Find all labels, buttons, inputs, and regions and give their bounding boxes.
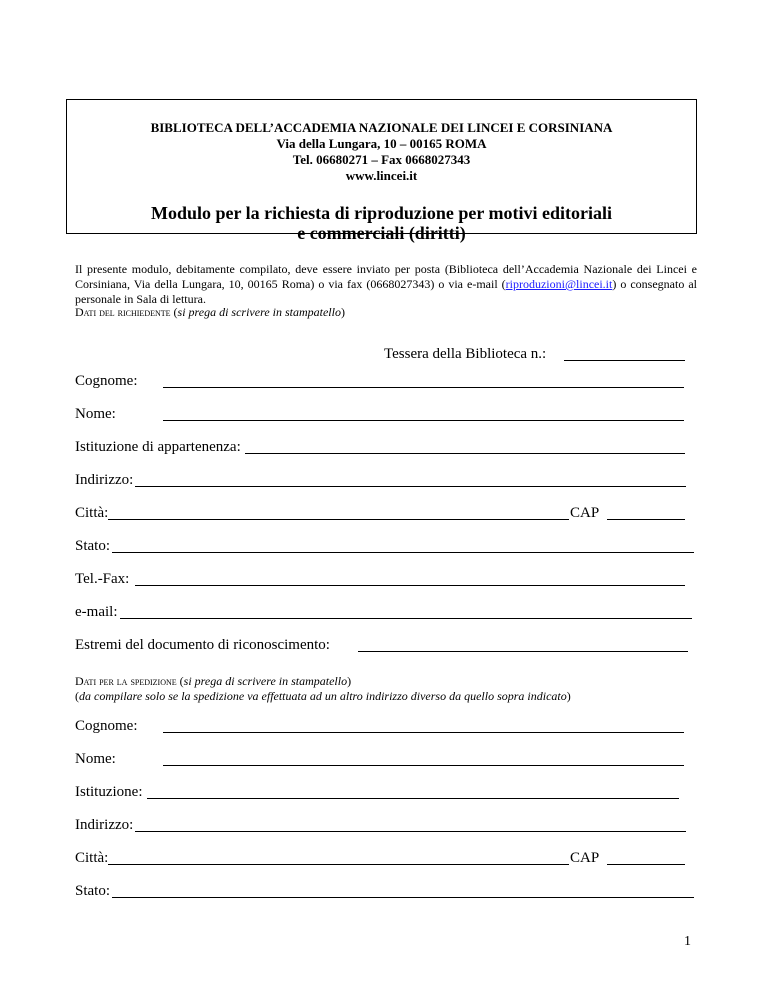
ship-field-stato-input[interactable] xyxy=(112,897,694,898)
field-telfax-label: Tel.-Fax: xyxy=(75,571,130,587)
field-indirizzo-input[interactable] xyxy=(135,486,686,487)
ship-field-istituzione-label: Istituzione: xyxy=(75,784,143,800)
field-documento-label: Estremi del documento di riconoscimento: xyxy=(75,637,330,653)
header-box xyxy=(66,99,697,243)
field-tessera-label: Tessera della Biblioteca n.: xyxy=(384,346,547,362)
field-email-label: e-mail: xyxy=(75,604,118,620)
form-title-line1: Modulo per la richiesta di riproduzione per motivi editoriali xyxy=(151,203,612,223)
field-istituzione-label: Istituzione di appartenenza: xyxy=(75,439,241,455)
library-website: www.lincei.it xyxy=(345,168,418,183)
field-email-input[interactable] xyxy=(120,618,692,619)
field-tessera-input[interactable] xyxy=(564,360,685,361)
intro-paragraph xyxy=(75,262,697,307)
field-cognome-label: Cognome: xyxy=(75,373,138,389)
library-address: Via della Lungara, 10 – 00165 ROMA xyxy=(276,136,487,151)
page-number: 1 xyxy=(684,934,691,949)
ship-field-nome-label: Nome: xyxy=(75,751,116,767)
intro-text-after: ) o consegnato al personale in Sala di lettura. xyxy=(75,277,698,306)
ship-field-cap-input[interactable] xyxy=(607,864,685,865)
field-citta-input[interactable] xyxy=(108,519,569,520)
ship-field-istituzione-input[interactable] xyxy=(147,798,679,799)
ship-field-cap-label: CAP xyxy=(570,850,600,866)
field-documento-input[interactable] xyxy=(358,651,688,652)
field-stato-label: Stato: xyxy=(75,538,111,554)
field-cap-label: CAP xyxy=(570,505,600,521)
field-nome-input[interactable] xyxy=(163,420,684,421)
section2-heading: Dati per la spedizione (si prega di scrivere in stampatello) xyxy=(75,674,352,688)
ship-field-indirizzo-label: Indirizzo: xyxy=(75,817,134,833)
field-nome-label: Nome: xyxy=(75,406,116,422)
section1-heading: Dati del richiedente (si prega di scrivere in stampatello) xyxy=(75,305,345,319)
ship-field-indirizzo-input[interactable] xyxy=(135,831,686,832)
field-cognome-input[interactable] xyxy=(163,387,684,388)
ship-field-citta-input[interactable] xyxy=(108,864,569,865)
ship-field-cognome-label: Cognome: xyxy=(75,718,138,734)
intro-text-before: Il presente modulo, debitamente compilato, deve essere inviato per posta (Biblioteca dell’Accademia Nazionale dei Lincei e Corsiniana, Via della Lungara, 10, 00165 Roma) o via fax (0668027343) o via e-mail ( xyxy=(75,262,697,291)
email-link[interactable]: riproduzioni@lincei.it xyxy=(505,277,613,291)
field-stato-input[interactable] xyxy=(112,552,694,553)
ship-field-cognome-input[interactable] xyxy=(163,732,684,733)
field-cap-input[interactable] xyxy=(607,519,685,520)
field-telfax-input[interactable] xyxy=(135,585,685,586)
field-istituzione-input[interactable] xyxy=(245,453,685,454)
form-title-line2: e commerciali (diritti) xyxy=(297,223,466,243)
field-citta-label: Città: xyxy=(75,505,109,521)
section1-note: si prega di scrivere in stampatello xyxy=(177,305,341,319)
section2-subnote-text: da compilare solo se la spedizione va effettuata ad un altro indirizzo diverso da quello sopra indicato xyxy=(79,689,567,703)
ship-field-stato-label: Stato: xyxy=(75,883,111,899)
section2-subnote: (da compilare solo se la spedizione va effettuata ad un altro indirizzo diverso da quello sopra indicato) xyxy=(75,689,571,703)
library-name: BIBLIOTECA DELL’ACCADEMIA NAZIONALE DEI LINCEI E CORSINIANA xyxy=(150,120,613,135)
section1-title: Dati del richiedente xyxy=(75,305,171,319)
section2-note: si prega di scrivere in stampatello xyxy=(183,674,348,688)
field-indirizzo-label: Indirizzo: xyxy=(75,472,134,488)
ship-field-citta-label: Città: xyxy=(75,850,109,866)
ship-field-nome-input[interactable] xyxy=(163,765,684,766)
section2-title: Dati per la spedizione xyxy=(75,674,177,688)
library-phone: Tel. 06680271 – Fax 0668027343 xyxy=(292,152,471,167)
